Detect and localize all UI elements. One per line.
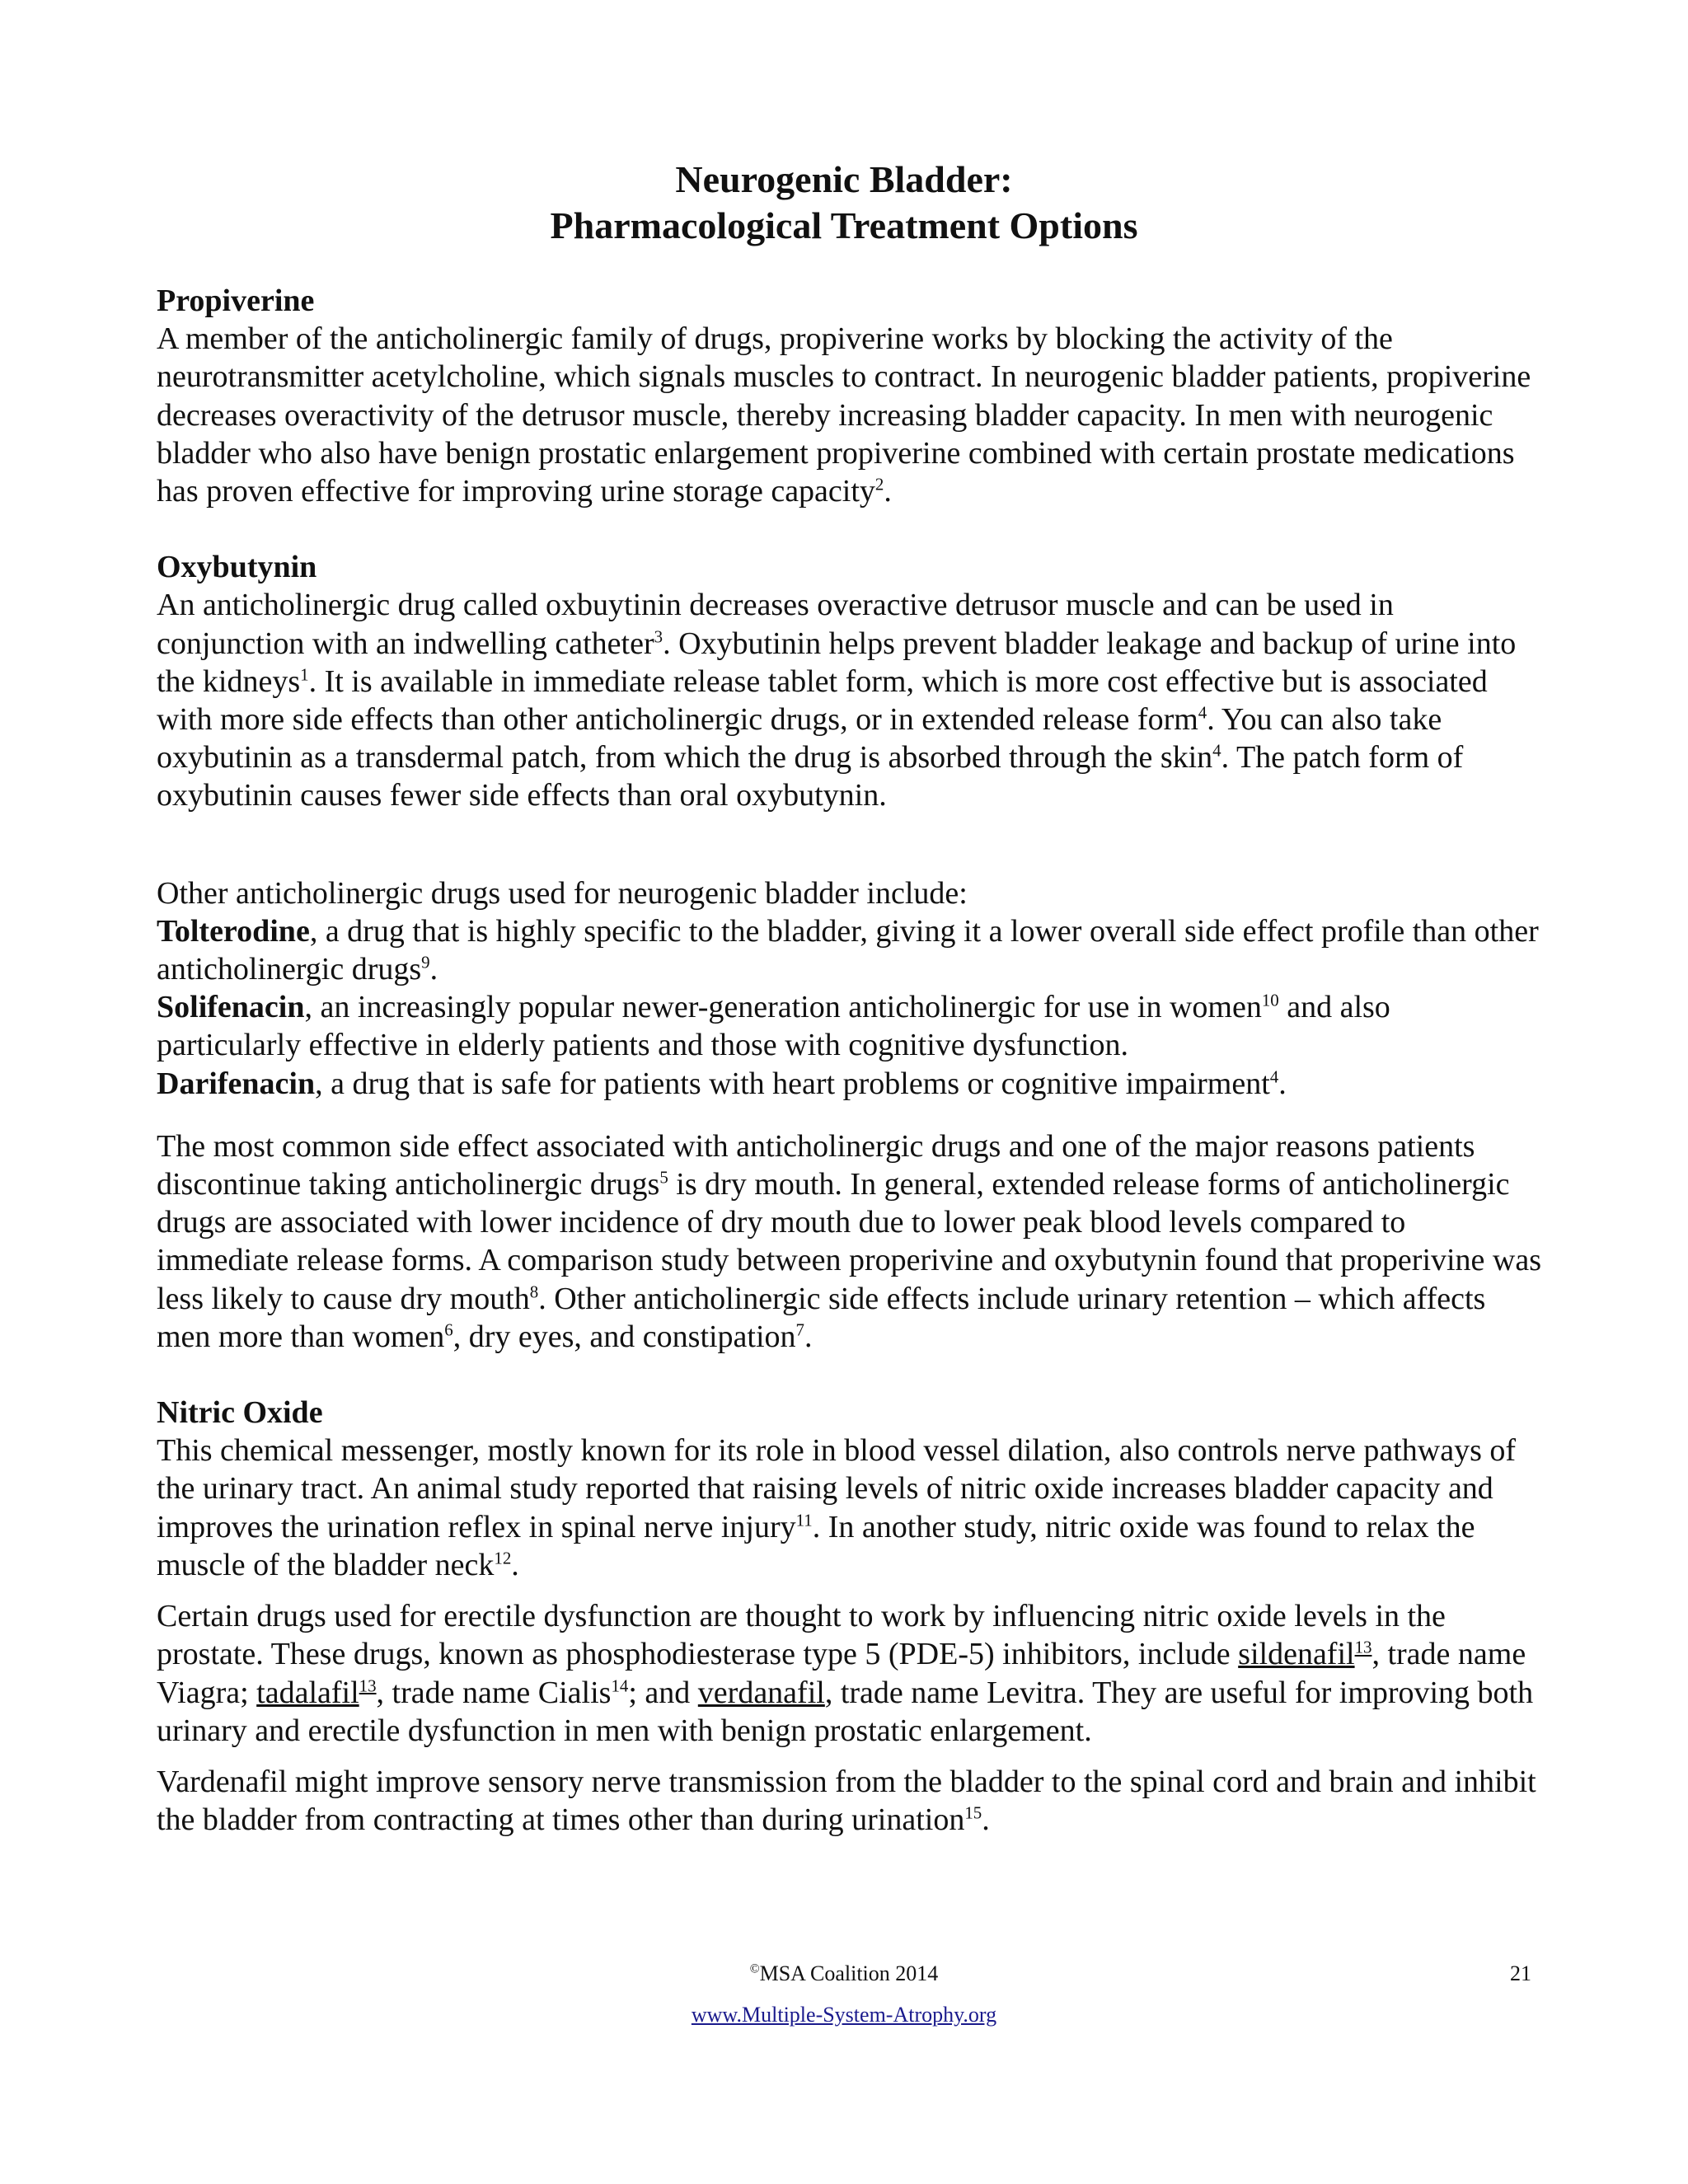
tadalafil-link[interactable]: tadalafil — [256, 1675, 359, 1710]
reference-superscript: 4 — [1269, 1066, 1279, 1086]
vardenafil-paragraph: Vardenafil might improve sensory nerve transmission from the bladder to the spinal cord and brain and inhibit the bladder from contracting at times other than during urination$^{15}$. — [157, 1764, 1536, 1838]
erectile-dysfunction-paragraph: Certain drugs used for erectile dysfunction are thought to work by influencing nitric oxide levels in the prostate. These drugs, known as phosphodiesterase type 5 (PDE-5) inhibitors, include sildenafil$^{13}$, trade name Viagra; tadalafil$^{13}$, trade name Cialis$^{14}$; and verdanafil, trade name Levitra. They are useful for improving both urinary and erectile dysfunction in men with benign prostatic enlargement. — [157, 1599, 1534, 1748]
footer-copyright: ©MSA Coalition 2014 — [749, 1961, 939, 1985]
drug-name: Solifenacin — [157, 990, 305, 1025]
oxybutynin-paragraph: An anticholinergic drug called oxbuytinin decreases overactive detrusor muscle and can be used in conjunction with an indwelling catheter$^3$. Oxybutinin helps prevent bladder leakage and backup of urine into the kidneys$^1$. It is available in immediate release tablet form, which is more cost effective but is associated with more side effects than other anticholinergic drugs, or in extended release form$^4$. You can also take oxybutinin as a transdermal patch, from which the drug is absorbed through the skin$^4$. The patch form of oxybutinin causes fewer side effects than oral oxybutynin. — [157, 588, 1517, 813]
side-effects-paragraph: The most common side effect associated with anticholinergic drugs and one of the major reasons patients discontinue taking anticholinergic drugs$^5$ is dry mouth. In general, extended release forms of anticholinergic drugs are associated with lower incidence of dry mouth due to lower peak blood levels compared to immediate release forms. A comparison study between properivine and oxybutynin found that properivine was less likely to cause dry mouth$^8$. Other anticholinergic side effects include urinary retention – which affects men more than women$^6$, dry eyes, and constipation$^7$. — [157, 1128, 1542, 1354]
reference-superscript: 14 — [611, 1675, 629, 1695]
propiverine-heading: Propiverine — [157, 284, 315, 318]
propiverine-text: A member of the anticholinergic family of drugs, propiverine works by blocking the activity of the neurotransmitter acetylcholine, which signals muscles to contract. In neurogenic bladder patients, propiverine decreases overactivity of the detrusor muscle, thereby increasing bladder capacity. In men with neurogenic bladder who also have benign prostatic enlargement propiverine combined with certain prostate medications has proven effective for improving urine storage capacity — [157, 321, 1531, 509]
reference-superscript: 8 — [529, 1282, 539, 1302]
reference-superscript: 15 — [964, 1802, 982, 1823]
document-body — [157, 282, 1541, 1839]
verdanafil-link[interactable]: verdanafil — [697, 1675, 825, 1710]
reference-superscript[interactable]: 13 — [1354, 1637, 1372, 1657]
website-link[interactable]: www.Multiple-System-Atrophy.org — [691, 2003, 997, 2027]
oxybutynin-heading: Oxybutynin — [157, 550, 317, 585]
title-line-1: Neurogenic Bladder: — [675, 158, 1013, 200]
page-number: 21 — [1510, 1961, 1531, 1985]
darifenacin-item: Darifenacin, a drug that is safe for patients with heart problems or cognitive impairment$^4$. — [157, 1066, 1287, 1101]
reference-superscript: 3 — [654, 626, 663, 646]
drug-name: Darifenacin — [157, 1066, 316, 1101]
drug-name: Tolterodine — [157, 913, 310, 949]
page-title — [0, 157, 1688, 249]
other-drugs-intro: Other anticholinergic drugs used for neurogenic bladder include: — [157, 875, 968, 911]
footer-website — [0, 2001, 1688, 2029]
sildenafil-link[interactable]: sildenafil — [1238, 1637, 1355, 1672]
nitric-oxide-heading: Nitric Oxide — [157, 1395, 323, 1431]
propiverine-paragraph: A member of the anticholinergic family of drugs, propiverine works by blocking the activity of the neurotransmitter acetylcholine, which signals muscles to contract. In neurogenic bladder patients, propiverine decreases overactivity of the detrusor muscle, thereby increasing bladder capacity. In men with neurogenic bladder who also have benign prostatic enlargement propiverine combined with certain prostate medications has proven effective for improving urine storage capacity$^2$. — [157, 321, 1531, 509]
solifenacin-item: Solifenacin, an increasingly popular newer-generation anticholinergic for use in women$^{10}$ and also particularly effective in elderly patients and those with cognitive dysfunction. — [157, 990, 1390, 1063]
reference-superscript: 2 — [874, 474, 884, 494]
reference-superscript: 10 — [1261, 990, 1279, 1010]
copyright-symbol: © — [749, 1961, 760, 1976]
reference-superscript: 6 — [444, 1319, 453, 1340]
reference-superscript: 11 — [795, 1510, 813, 1530]
reference-superscript: 9 — [421, 952, 430, 972]
tolterodine-item: Tolterodine, a drug that is highly specific to the bladder, giving it a lower overall side effect profile than other anticholinergic drugs$^9$. — [157, 913, 1539, 987]
reference-superscript: 4 — [1212, 740, 1221, 761]
reference-superscript: 7 — [795, 1319, 804, 1340]
reference-superscript: 4 — [1198, 702, 1207, 723]
reference-superscript: 1 — [300, 664, 309, 685]
reference-superscript: 5 — [659, 1167, 668, 1188]
reference-superscript: 12 — [494, 1548, 512, 1568]
nitric-oxide-paragraph: This chemical messenger, mostly known for its role in blood vessel dilation, also controls nerve pathways of the urinary tract. An animal study reported that raising levels of nitric oxide increases bladder capacity and improves the urination reflex in spinal nerve injury$^{11}$. In another study, nitric oxide was found to relax the muscle of the bladder neck$^{12}$. — [157, 1433, 1517, 1582]
reference-superscript[interactable]: 13 — [359, 1675, 377, 1695]
title-line-2: Pharmacological Treatment Options — [550, 204, 1138, 246]
